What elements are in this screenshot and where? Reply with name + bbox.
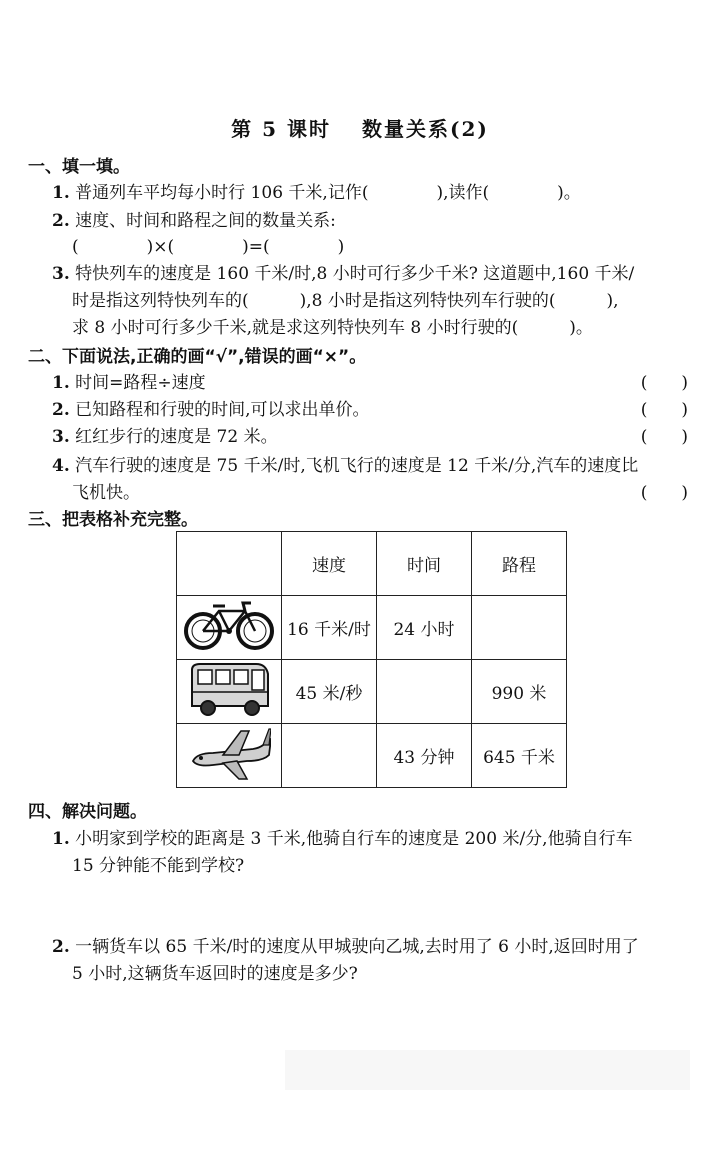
- bus-time-cell[interactable]: [377, 660, 472, 724]
- bicycle-icon: [177, 596, 282, 660]
- s2-item-1-text: 时间=路程÷速度: [75, 373, 206, 393]
- s4-q2-line2: 5 小时,这辆货车返回时的速度是多少?: [72, 964, 358, 984]
- s2-item-3-answer-paren[interactable]: ( ): [640, 427, 688, 447]
- s2-item-4-text: 汽车行驶的速度是 75 千米/时,飞机飞行的速度是 12 千米/分,汽车的速度比: [75, 456, 639, 476]
- table-row: [177, 724, 567, 788]
- s1-q1-text: 普通列车平均每小时行 106 千米,记作( ),读作( )。: [75, 183, 581, 203]
- s1-q1: [52, 178, 581, 203]
- header-distance: 路程: [472, 532, 567, 596]
- section3-heading: 三、把表格补充完整。: [28, 510, 198, 530]
- s2-item-2: [52, 395, 370, 420]
- s2-item-3: [52, 422, 278, 447]
- table-corner-cell: [177, 532, 282, 596]
- s4-q2-num: 2.: [52, 937, 70, 957]
- s2-item-2-num: 2.: [52, 400, 70, 420]
- header-speed: 速度: [282, 532, 377, 596]
- s1-q2-formula: ( )×( )=( ): [72, 237, 345, 257]
- s2-item-1-answer-paren[interactable]: ( ): [640, 373, 688, 393]
- s2-item-1: [52, 368, 206, 393]
- bicycle-speed-cell: 16 千米/时: [282, 596, 377, 660]
- s4-q1-num: 1.: [52, 829, 70, 849]
- bus-distance-cell: 990 米: [472, 660, 567, 724]
- s4-q1-text1: 小明家到学校的距离是 3 千米,他骑自行车的速度是 200 米/分,他骑自行车: [75, 829, 633, 849]
- bus-icon: [177, 660, 282, 724]
- s1-q3-line3: 求 8 小时可行多少千米,就是求这列特快列车 8 小时行驶的( )。: [72, 318, 593, 338]
- scan-smudge: [285, 1050, 690, 1090]
- s4-q2-line1: [52, 932, 639, 957]
- s2-item-4-answer-paren[interactable]: ( ): [640, 483, 688, 503]
- s2-item-2-text: 已知路程和行驶的时间,可以求出单价。: [75, 400, 370, 420]
- table-header-row: [177, 532, 567, 596]
- page-title: 第 5 课时 数量关系(2): [231, 117, 489, 141]
- s2-item-4-text2: 飞机快。: [72, 483, 140, 503]
- airplane-icon: [177, 724, 282, 788]
- s4-q1-line2: 15 分钟能不能到学校?: [72, 856, 245, 876]
- s1-q3-line1: [52, 259, 634, 284]
- bus-speed-cell: 45 米/秒: [282, 660, 377, 724]
- s2-item-2-answer-paren[interactable]: ( ): [640, 400, 688, 420]
- speed-time-distance-table: [176, 531, 567, 788]
- s1-q1-num: 1.: [52, 183, 70, 203]
- s1-q2: [52, 206, 336, 231]
- s2-item-3-num: 3.: [52, 427, 70, 447]
- section4-heading: 四、解决问题。: [28, 802, 147, 822]
- section2-heading: 二、下面说法,正确的画“√”,错误的画“×”。: [28, 347, 367, 367]
- bicycle-time-cell: 24 小时: [377, 596, 472, 660]
- table-row: [177, 660, 567, 724]
- s2-item-4-num: 4.: [52, 456, 70, 476]
- table-row: [177, 596, 567, 660]
- bicycle-distance-cell[interactable]: [472, 596, 567, 660]
- s1-q2-text: 速度、时间和路程之间的数量关系:: [75, 211, 336, 231]
- s2-item-4: [52, 451, 638, 476]
- s1-q3-text1: 特快列车的速度是 160 千米/时,8 小时可行多少千米? 这道题中,160 千米/: [75, 264, 635, 284]
- s2-item-3-text: 红红步行的速度是 72 米。: [75, 427, 278, 447]
- s1-q3-num: 3.: [52, 264, 70, 284]
- airplane-distance-cell: 645 千米: [472, 724, 567, 788]
- s1-q3-line2: 时是指这列特快列车的( ),8 小时是指这列特快列车行驶的( ),: [72, 291, 619, 311]
- s4-q1-line1: [52, 824, 633, 849]
- s4-q2-text1: 一辆货车以 65 千米/时的速度从甲城驶向乙城,去时用了 6 小时,返回时用了: [75, 937, 639, 957]
- s1-q2-num: 2.: [52, 211, 70, 231]
- section1-heading: 一、填一填。: [28, 157, 130, 177]
- airplane-time-cell: 43 分钟: [377, 724, 472, 788]
- s2-item-1-num: 1.: [52, 373, 70, 393]
- header-time: 时间: [377, 532, 472, 596]
- airplane-speed-cell[interactable]: [282, 724, 377, 788]
